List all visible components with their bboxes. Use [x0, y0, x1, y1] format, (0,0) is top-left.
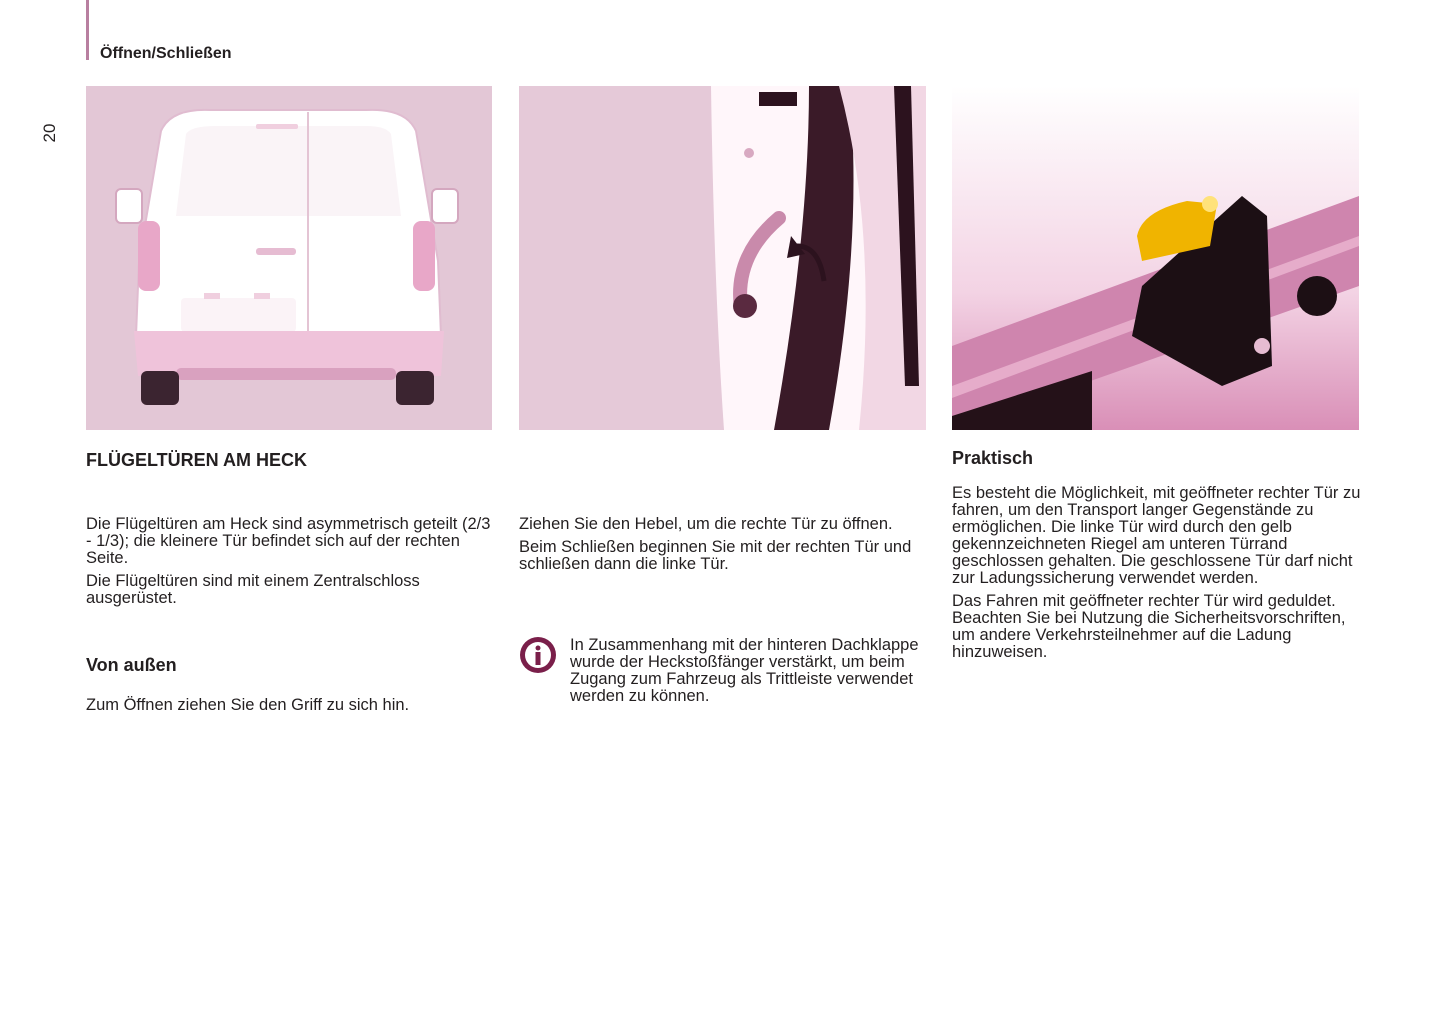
practical-heading: Praktisch — [952, 448, 1034, 468]
section-marker-bar — [86, 0, 89, 60]
from-outside-paragraph: Zum Öffnen ziehen Sie den Griff zu sich hin. — [86, 696, 410, 714]
from-outside-heading: Von außen — [86, 655, 177, 675]
door-lever-illustration — [519, 86, 926, 430]
rear-doors-heading: FLÜGELTÜREN AM HECK — [86, 450, 307, 470]
rear-doors-illustration — [86, 86, 492, 430]
rear-doors-paragraph-2: Die Flügeltüren sind mit einem Zentralschloss ausgerüstet. — [86, 572, 420, 607]
practical-paragraph-1: Es besteht die Möglichkeit, mit geöffneter rechter Tür zu fahren, um den Transport langer Gegenstände zu ermöglichen. Die linke Tür wird durch den gelb gekennzeichneten Riegel am unteren Türrand geschlossen gehalten. Die geschlossene Tür darf nicht zur Ladungssicherung verwendet werden. — [952, 484, 1361, 587]
section-title: Öffnen/Schließen — [100, 45, 232, 62]
lever-paragraph-1: Ziehen Sie den Hebel, um die rechte Tür zu öffnen. — [519, 515, 893, 533]
latch-illustration — [952, 86, 1359, 430]
lever-paragraph-2: Beim Schließen beginnen Sie mit der rechten Tür und schließen dann die linke Tür. — [519, 538, 912, 573]
page-number: 20 — [40, 123, 59, 143]
info-icon — [519, 636, 557, 674]
practical-paragraph-2: Das Fahren mit geöffneter rechter Tür wird geduldet. Beachten Sie bei Nutzung die Sicherheitsvorschriften, um andere Verkehrsteilnehmer auf die Ladung hinzuweisen. — [952, 592, 1346, 661]
rear-doors-paragraph-1: Die Flügeltüren am Heck sind asymmetrisch geteilt (2/3 - 1/3); die kleinere Tür befindet sich auf der rechten Seite. — [86, 515, 491, 567]
info-note: In Zusammenhang mit der hinteren Dachklappe wurde der Heckstoßfänger verstärkt, um beim Zugang zum Fahrzeug als Trittleiste verwendet werden zu können. — [570, 636, 919, 705]
